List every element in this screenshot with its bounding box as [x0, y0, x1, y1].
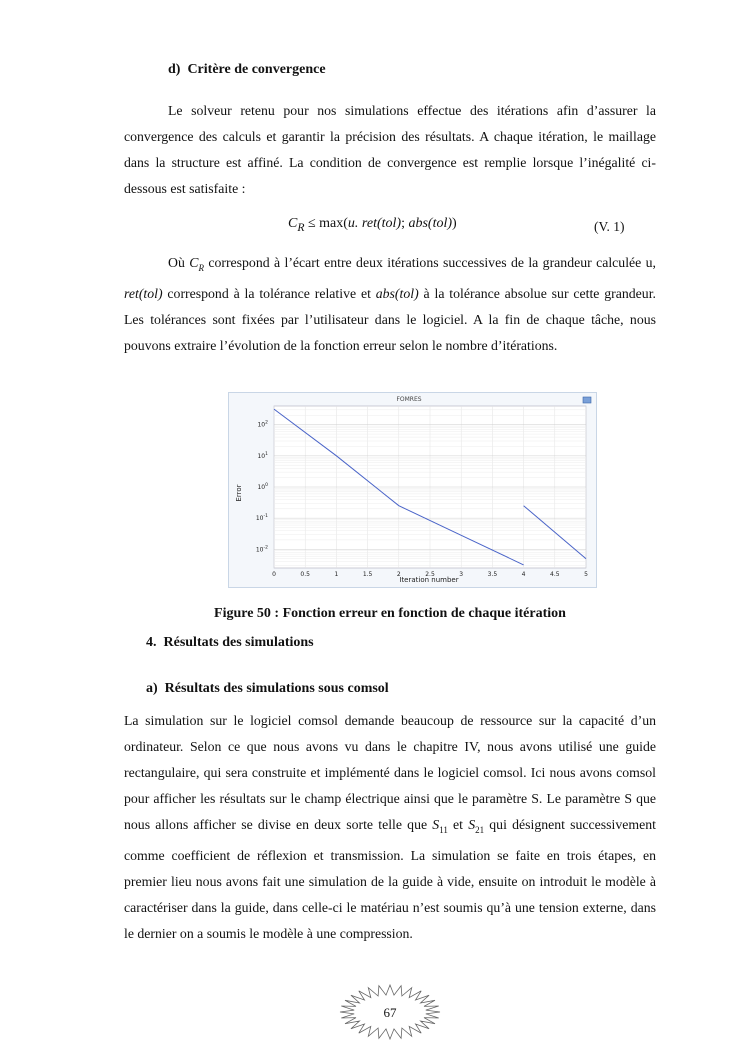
p2-text-2: correspond à l’écart entre deux itérations successives de la grandeur calculée u, [203, 255, 657, 270]
y-tick-label [257, 482, 268, 491]
y-axis-label: Error [235, 484, 243, 502]
figure-caption: Figure 50 : Fonction erreur en fonction de chaque itération [214, 606, 566, 621]
y-tick-label [257, 420, 268, 429]
eq-close: ) [452, 216, 457, 231]
paragraph-convergence-intro [124, 98, 656, 202]
p2-cr-sub: R [198, 262, 204, 273]
x-tick-label: 5 [584, 571, 588, 578]
paragraph-tolerances [124, 250, 656, 359]
chart-window-button[interactable] [583, 397, 591, 403]
eq-relation: ≤ max( [304, 216, 348, 231]
paragraph-comsol [124, 708, 656, 947]
eq-sep: ; [401, 216, 409, 231]
y-tick-base: 10 [255, 515, 264, 523]
x-tick-label: 1 [334, 571, 339, 578]
x-tick-label: 3 [459, 571, 464, 578]
section-heading-comsol: a) Résultats des simulations sous comsol [146, 681, 389, 696]
page-number-badge [338, 983, 442, 1041]
x-axis-label: Iteration number [399, 576, 459, 584]
paragraph-text: Le solveur retenu pour nos simulations effectue des itérations afin d’assurer la convergence des calculs et garantir la précision des résultats. A chaque itération, le maillage dans la structure est affiné. La condition de convergence est remplie lorsque l’inégalité ci-dessous est satisfaite : [124, 103, 656, 196]
y-tick-exponent: -2 [263, 545, 268, 551]
p2-abs: abs(tol) [375, 285, 419, 301]
p2-ret: ret(tol) [124, 285, 163, 301]
error-chart [229, 393, 596, 587]
x-tick-label: 0.5 [300, 571, 310, 578]
p2-text-1: Où [168, 255, 190, 270]
y-tick-label [256, 513, 268, 522]
p2-text-3: correspond à la tolérance relative et [162, 285, 376, 301]
x-tick-label: 2.5 [425, 571, 435, 578]
eq-arg-ret: u. ret(tol) [347, 216, 402, 231]
equation-v1 [288, 216, 457, 234]
y-tick-label [257, 451, 268, 460]
y-tick-labels [256, 420, 268, 554]
x-tick-label: 4 [521, 571, 526, 578]
p3-text-3: qui désignent successivement comme coefficient de réflexion et transmission. La simulation se faite en trois étapes, en premier lieu nous avons fait une simulation de la guide à vide, ensuite on introduit le modèle à caractériser dans la guide, dans celle-ci le matériau n’est soumis qu’à une tension externe, dans le dernier on a soumis le modèle à une compression. [124, 817, 656, 941]
chart-title: FOMRES [396, 396, 422, 403]
p3-s11: S [432, 817, 440, 832]
section-heading-convergence: d) Critère de convergence [168, 62, 326, 77]
p3-text-1: La simulation sur le logiciel comsol demande beaucoup de ressource sur la capacité d’un ordinateur. Selon ce que nous avons vu dans le chapitre IV, nous avons utilisé une guide rectangulaire, qui sera construite et implémenté dans le logiciel comsol. Ici nous avons comsol pour afficher les résultats sur le champ électrique ainsi que le paramètre S. Le paramètre S que nous allons afficher se divise en deux sorte telle que [124, 713, 656, 832]
x-tick-label: 1.5 [362, 571, 373, 578]
y-tick-exponent: 2 [265, 420, 268, 426]
x-tick-label: 3.5 [487, 571, 498, 578]
p3-s11-sub: 11 [439, 824, 448, 835]
x-tick-label: 4.5 [550, 571, 560, 578]
x-tick-label: 2 [396, 571, 401, 578]
p2-cr: C [189, 255, 199, 270]
y-tick-exponent: 1 [265, 451, 268, 457]
section-heading-results: 4. Résultats des simulations [146, 635, 314, 650]
p3-s21-sub: 21 [475, 824, 485, 835]
y-tick-exponent: 0 [265, 483, 268, 488]
error-chart-frame [228, 392, 597, 588]
y-tick-base: 10 [257, 484, 266, 491]
eq-cr: C [288, 216, 298, 231]
y-tick-base: 10 [257, 452, 266, 460]
equation-number: (V. 1) [594, 219, 625, 234]
page-number: 67 [383, 1005, 397, 1020]
y-tick-base: 10 [257, 421, 266, 429]
y-tick-label [256, 544, 268, 553]
p3-text-2: et [447, 817, 469, 832]
p3-s21: S [468, 817, 476, 832]
x-tick-label: 0 [272, 571, 276, 578]
p2-text-4: à la tolérance absolue sur cette grandeur. Les tolérances sont fixées par l’utilisateur dans le logiciel. A la fin de chaque tâche, nous pouvons extraire l’évolution de la fonction erreur selon le nombre d’itérations. [124, 285, 656, 353]
y-tick-exponent: -1 [263, 514, 268, 520]
eq-cr-sub: R [297, 220, 305, 234]
eq-arg-abs: abs(tol) [408, 216, 453, 231]
y-tick-base: 10 [255, 546, 264, 554]
